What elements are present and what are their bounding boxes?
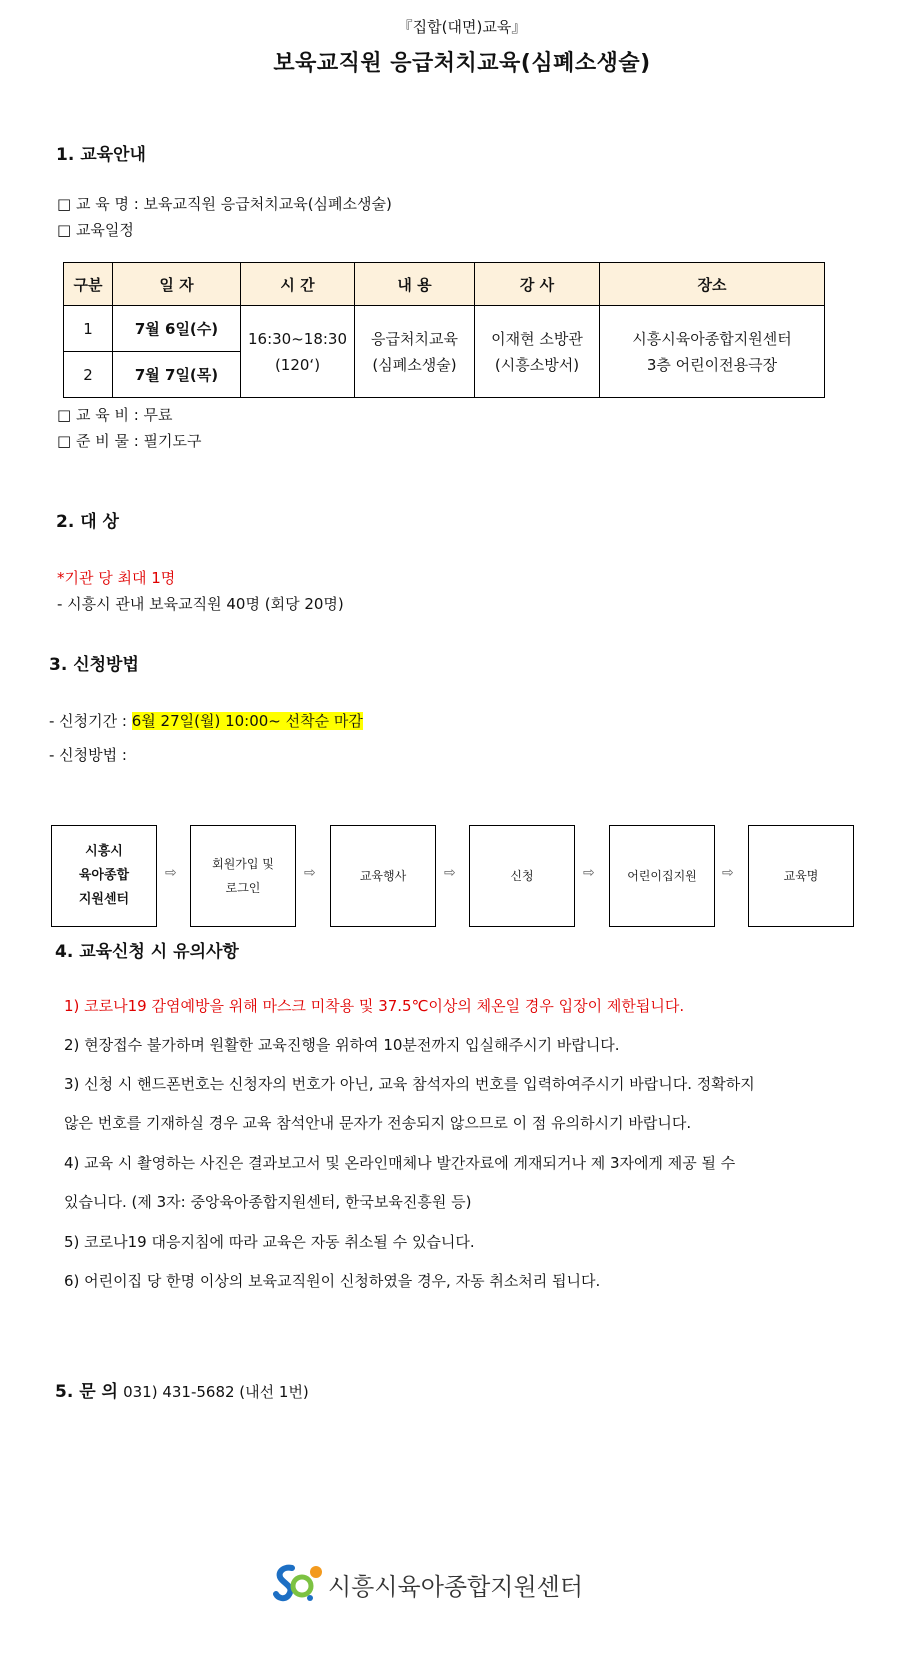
notice-item: 2) 현장접수 불가하며 원활한 교육진행을 위하여 10분전까지 입실해주시기 바랍니다. xyxy=(64,1036,620,1054)
notice-item: 4) 교육 시 촬영하는 사진은 결과보고서 및 온라인매체나 발간자료에 게재되거나 제 3자에게 제공 될 수 xyxy=(64,1154,736,1172)
place-name: 시흥시육아종합지원센터 xyxy=(632,329,792,348)
edu-materials: □ 준 비 물 : 필기도구 xyxy=(57,432,202,450)
notice-item: 않은 번호를 기재하실 경우 교육 참석안내 문자가 전송되지 않으므로 이 점 유의하시기 바랍니다. xyxy=(64,1114,692,1132)
apply-method-label: - 신청방법 : xyxy=(49,746,127,764)
section1-heading: 1. 교육안내 xyxy=(56,145,146,165)
flow-arrow-icon: ⇨ xyxy=(165,865,177,881)
time-cell xyxy=(241,306,355,398)
center-logo-icon xyxy=(272,1558,324,1606)
col-header-no: 구분 xyxy=(64,263,113,306)
notice-item: 1) 코로나19 감염예방을 위해 마스크 미착용 및 37.5℃이상의 체온일 경우 입장이 제한됩니다. xyxy=(64,997,685,1015)
contact-line xyxy=(55,1377,309,1402)
flow-arrow-icon: ⇨ xyxy=(722,865,734,881)
flow-step-course-name xyxy=(748,825,854,927)
schedule-table xyxy=(63,262,825,398)
flow-step-text: 지원센터 xyxy=(78,892,130,907)
flow-step-events xyxy=(330,825,436,927)
edu-name: □ 교 육 명 : 보육교직원 응급처치교육(심폐소생술) xyxy=(57,195,392,213)
row-date: 7월 6일(수) xyxy=(113,306,241,352)
table-header-row xyxy=(64,263,825,306)
flow-step-text: 교육명 xyxy=(783,869,819,883)
flow-step-text: 교육행사 xyxy=(359,869,407,883)
notice-item: 6) 어린이집 당 한명 이상의 보육교직원이 신청하였을 경우, 자동 취소처리 됩니다. xyxy=(64,1272,601,1290)
place-room: 3층 어린이전용극장 xyxy=(646,355,778,374)
col-header-content: 내 용 xyxy=(355,263,475,306)
flow-step-text: 어린이집지원 xyxy=(627,869,697,883)
row-number: 1 xyxy=(64,306,113,352)
place-cell xyxy=(600,306,825,398)
flow-step-center xyxy=(51,825,157,927)
flow-step-signup xyxy=(190,825,296,927)
col-header-time: 시 간 xyxy=(241,263,355,306)
instructor-name: 이재현 소방관 xyxy=(491,329,583,348)
apply-period-label: - 신청기간 : xyxy=(49,712,132,730)
time-range: 16:30~18:30 xyxy=(247,329,348,348)
content-line1: 응급처치교육 xyxy=(371,329,458,348)
footer-org-name: 시흥시육아종합지원센터 xyxy=(328,1573,584,1601)
table-row xyxy=(64,306,825,352)
section3-heading: 3. 신청방법 xyxy=(49,655,139,675)
notice-item: 3) 신청 시 핸드폰번호는 신청자의 번호가 아닌, 교육 참석자의 번호를 입력하여주시기 바랍니다. 정확하지 xyxy=(64,1075,755,1093)
notice-item: 있습니다. (제 3자: 중앙육아종합지원센터, 한국보육진흥원 등) xyxy=(64,1193,472,1211)
col-header-instructor: 강 사 xyxy=(475,263,600,306)
flow-step-text: 시흥시 xyxy=(85,844,123,859)
row-date: 7월 7일(목) xyxy=(113,352,241,398)
flow-step-apply xyxy=(469,825,575,927)
section2-heading: 2. 대 상 xyxy=(56,512,119,532)
section4-heading: 4. 교육신청 시 유의사항 xyxy=(55,942,239,962)
col-header-place: 장소 xyxy=(600,263,825,306)
footer-logo xyxy=(272,1558,592,1606)
flow-arrow-icon: ⇨ xyxy=(444,865,456,881)
doc-subtitle: 『집합(대면)교육』 xyxy=(397,18,527,36)
edu-fee: □ 교 육 비 : 무료 xyxy=(57,406,173,424)
col-header-date: 일 자 xyxy=(113,263,241,306)
flow-step-text: 회원가입 및 xyxy=(212,857,274,871)
apply-period xyxy=(49,710,363,731)
doc-title: 보육교직원 응급처치교육(심폐소생술) xyxy=(273,51,651,76)
content-cell xyxy=(355,306,475,398)
row-number: 2 xyxy=(64,352,113,398)
instructor-cell xyxy=(475,306,600,398)
flow-arrow-icon: ⇨ xyxy=(304,865,316,881)
flow-step-text: 신청 xyxy=(510,869,534,883)
time-duration: (120‘) xyxy=(274,355,321,374)
flow-arrow-icon: ⇨ xyxy=(583,865,595,881)
target-limit: *기관 당 최대 1명 xyxy=(57,569,176,587)
content-line2: (심폐소생술) xyxy=(372,355,457,374)
flow-step-text: 로그인 xyxy=(225,881,261,895)
edu-schedule-label: □ 교육일정 xyxy=(57,221,134,239)
notice-item: 5) 코로나19 대응지침에 따라 교육은 자동 취소될 수 있습니다. xyxy=(64,1233,475,1251)
flow-step-daycare-support xyxy=(609,825,715,927)
instructor-org: (시흥소방서) xyxy=(494,355,580,374)
contact-phone: 031) 431-5682 (내선 1번) xyxy=(123,1383,309,1401)
target-description: - 시흥시 관내 보육교직원 40명 (회당 20명) xyxy=(57,595,344,613)
section5-heading: 5. 문 의 xyxy=(55,1382,118,1402)
flow-step-text: 육아종합 xyxy=(78,868,130,883)
apply-period-value: 6월 27일(월) 10:00~ 선착순 마감 xyxy=(131,712,363,730)
